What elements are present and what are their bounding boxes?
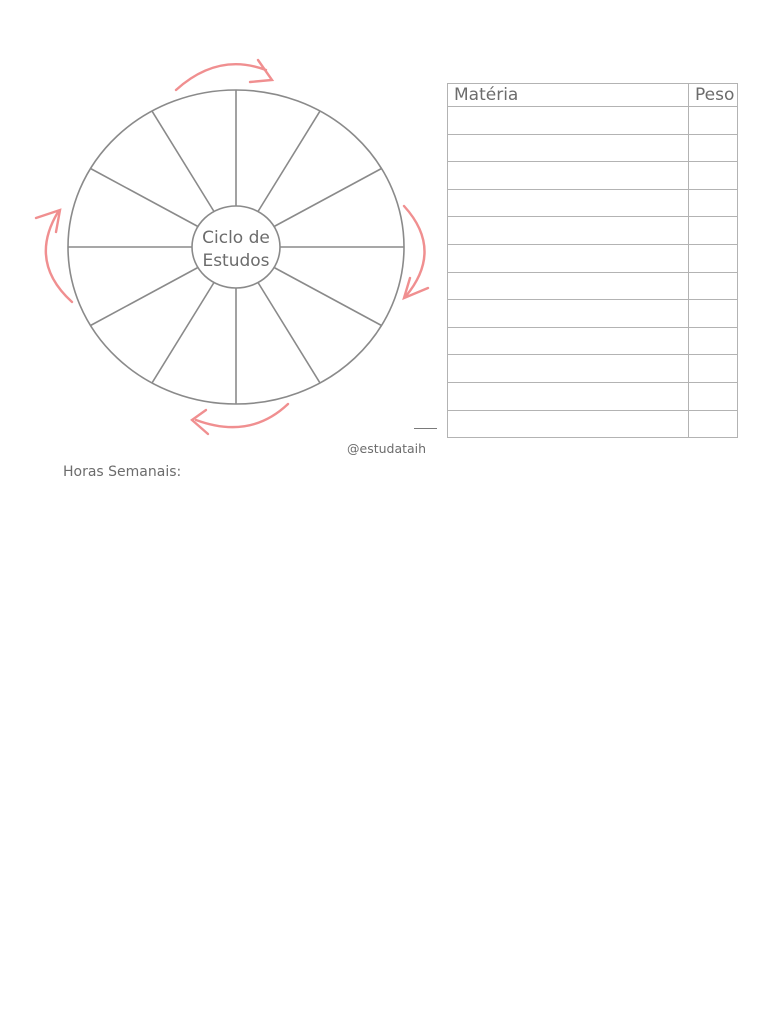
- subject-cell[interactable]: [448, 382, 689, 410]
- weight-cell[interactable]: [689, 217, 738, 245]
- curved-arrow-icon: [36, 210, 72, 302]
- table-row: [448, 162, 738, 190]
- table-row: [448, 272, 738, 300]
- table-row: [448, 244, 738, 272]
- weight-cell[interactable]: [689, 162, 738, 190]
- weight-cell[interactable]: [689, 189, 738, 217]
- wheel-segment-divider: [152, 111, 214, 211]
- subject-cell[interactable]: [448, 134, 689, 162]
- study-cycle-wheel: [0, 0, 460, 450]
- table-row: [448, 189, 738, 217]
- table-row: [448, 134, 738, 162]
- table-row: [448, 300, 738, 328]
- curved-arrow-icon: [192, 404, 288, 434]
- subject-cell[interactable]: [448, 162, 689, 190]
- table-row: [448, 382, 738, 410]
- weekly-hours-label: Horas Semanais:: [63, 464, 182, 480]
- subject-weight-table: [447, 83, 738, 438]
- subject-cell[interactable]: [448, 189, 689, 217]
- weight-cell[interactable]: [689, 272, 738, 300]
- weight-cell[interactable]: [689, 300, 738, 328]
- weight-cell[interactable]: [689, 382, 738, 410]
- subject-cell[interactable]: [448, 355, 689, 383]
- weight-cell[interactable]: [689, 327, 738, 355]
- table-row: [448, 107, 738, 135]
- wheel-segment-divider: [258, 111, 320, 211]
- weight-cell[interactable]: [689, 107, 738, 135]
- wheel-segment-divider: [152, 283, 214, 383]
- wheel-segment-divider: [274, 169, 381, 227]
- subject-cell[interactable]: [448, 272, 689, 300]
- subject-cell[interactable]: [448, 107, 689, 135]
- weight-cell[interactable]: [689, 134, 738, 162]
- wheel-title-line2: Estudos: [202, 251, 270, 271]
- subject-cell[interactable]: [448, 300, 689, 328]
- divider-line: [414, 428, 437, 429]
- subject-cell[interactable]: [448, 217, 689, 245]
- table-row: [448, 410, 738, 438]
- weight-cell[interactable]: [689, 355, 738, 383]
- curved-arrow-icon: [176, 60, 272, 90]
- subject-cell[interactable]: [448, 244, 689, 272]
- wheel-segment-divider: [258, 283, 320, 383]
- author-handle: @estudataih: [347, 441, 427, 456]
- wheel-segment-divider: [91, 169, 198, 227]
- wheel-segment-divider: [274, 268, 381, 326]
- header-weight: Peso: [689, 84, 738, 107]
- subject-cell[interactable]: [448, 327, 689, 355]
- header-subject: Matéria: [448, 84, 689, 107]
- curved-arrow-icon: [404, 206, 428, 298]
- weight-cell[interactable]: [689, 244, 738, 272]
- weight-cell[interactable]: [689, 410, 738, 438]
- wheel-title-line1: Ciclo de: [202, 228, 270, 248]
- table-row: [448, 355, 738, 383]
- wheel-segment-divider: [91, 268, 198, 326]
- subject-cell[interactable]: [448, 410, 689, 438]
- table-row: [448, 327, 738, 355]
- table-row: [448, 217, 738, 245]
